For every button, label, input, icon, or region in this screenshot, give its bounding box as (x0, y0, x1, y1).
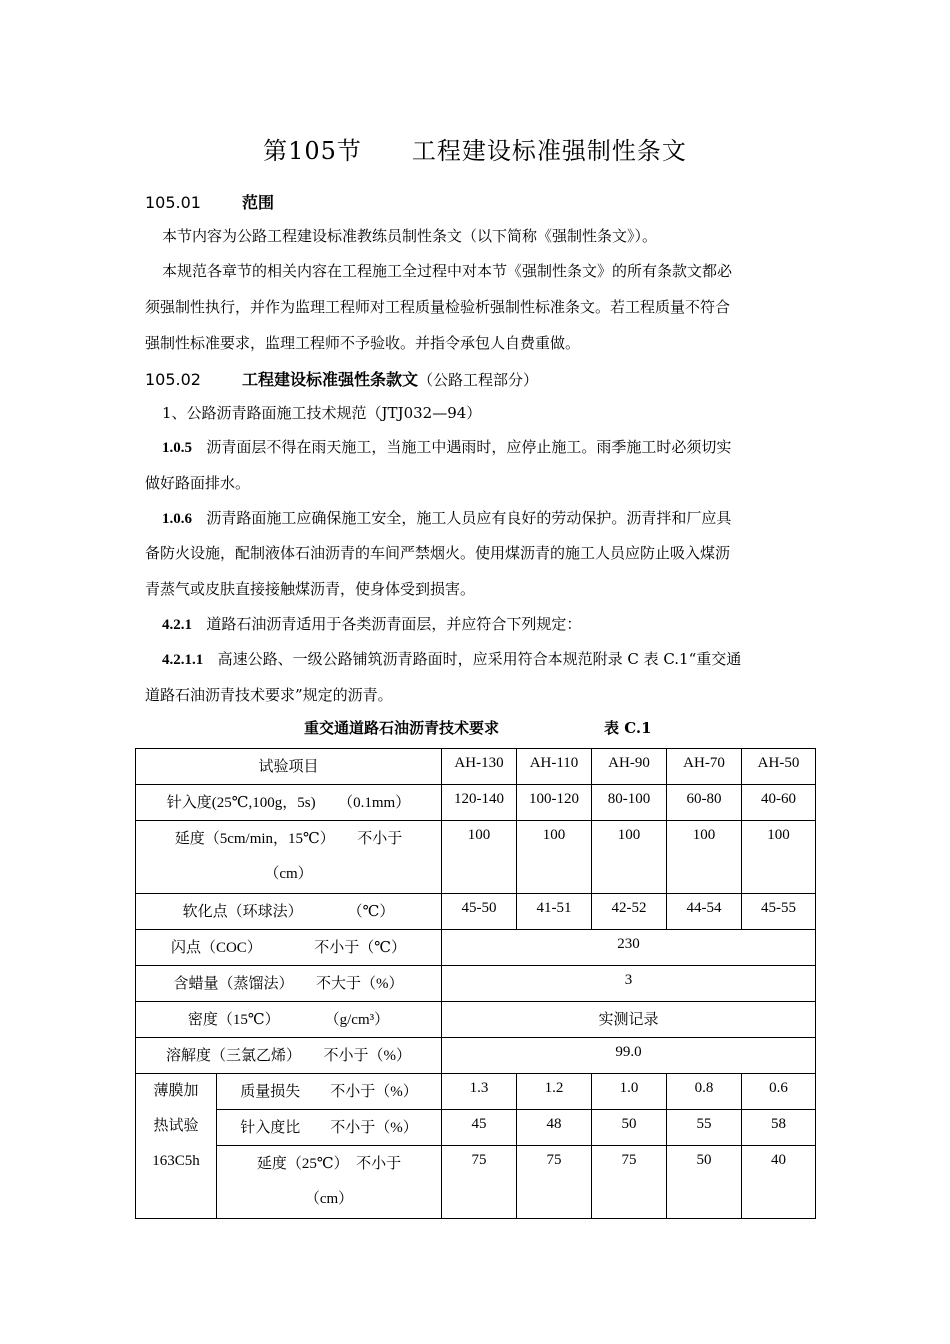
table-row (136, 930, 816, 966)
row-label: 闪点（COC） 不小于（℃） (136, 930, 442, 966)
table-header-row (136, 749, 816, 785)
table-row (136, 966, 816, 1002)
row-group-label-line: 热试验 (153, 1118, 199, 1134)
table-row (136, 1110, 816, 1146)
table-cell: 99.0 (442, 1038, 816, 1074)
section-heading-105-01 (145, 190, 274, 213)
row-label-line: （cm） (304, 1191, 354, 1207)
table-cell: 45 (442, 1110, 517, 1146)
section-number: 105.02 (145, 370, 201, 389)
table-cell: 75 (592, 1146, 667, 1219)
table-cell: 230 (442, 930, 816, 966)
row-label (217, 1146, 442, 1219)
row-label-line: 延度（25℃） 不小于 (256, 1156, 402, 1172)
asphalt-spec-table (135, 748, 816, 1219)
table-cell: 60-80 (667, 785, 742, 821)
row-label: 软化点（环球法） （℃） (136, 894, 442, 930)
table-cell: 55 (667, 1110, 742, 1146)
table-cell: 100 (667, 821, 742, 894)
table-cell: 实测记录 (442, 1002, 816, 1038)
table-cell: 41-51 (517, 894, 592, 930)
table-cell: 120-140 (442, 785, 517, 821)
row-label: 针入度(25℃,100g，5s) （0.1mm） (136, 785, 442, 821)
table-row (136, 785, 816, 821)
paragraph: 强制性标准要求，监理工程师不予验收。并指令承包人自费重做。 (145, 334, 581, 352)
table-cell: 45-55 (742, 894, 816, 930)
table-cell: 1.2 (517, 1074, 592, 1110)
section-number: 105.01 (145, 193, 201, 212)
table-cell: 100-120 (517, 785, 592, 821)
clause-text: 道路石油沥青适用于各类沥青面层，并应符合下列规定： (206, 615, 582, 633)
row-label: 溶解度（三氯乙烯） 不小于（%） (136, 1038, 442, 1074)
table-cell: 1.3 (442, 1074, 517, 1110)
clause-text: 高速公路、一级公路铺筑沥青路面时，应采用符合本规范附录 C 表 C.1“重交通 (217, 650, 742, 668)
table-cell: 75 (517, 1146, 592, 1219)
paragraph: 道路石油沥青技术要求”规定的沥青。 (145, 686, 393, 704)
table-cell: 58 (742, 1110, 816, 1146)
table-cell: 80-100 (592, 785, 667, 821)
clause-1-0-5 (162, 436, 731, 457)
table-row (136, 894, 816, 930)
row-label: 针入度比 不小于（%） (217, 1110, 442, 1146)
table-row (136, 1002, 816, 1038)
list-item: 1、公路沥青路面施工技术规范（JTJ032—94） (162, 404, 482, 422)
header-cell: AH-70 (667, 749, 742, 785)
table-cell: 0.6 (742, 1074, 816, 1110)
table-cell: 0.8 (667, 1074, 742, 1110)
table-cell: 40-60 (742, 785, 816, 821)
clause-number: 4.2.1.1 (162, 652, 204, 668)
table-cell: 100 (742, 821, 816, 894)
clause-number: 1.0.5 (162, 440, 192, 456)
row-group-label-line: 薄膜加 (153, 1083, 199, 1099)
section-heading-105-02 (145, 367, 538, 390)
row-label-line: 延度（5cm/min，15℃） 不小于 (174, 831, 403, 847)
table-cell: 1.0 (592, 1074, 667, 1110)
clause-4-2-1-1 (162, 648, 741, 669)
paragraph: 须强制性执行，并作为监理工程师对工程质量检验析强制性标准条文。若工程质量不符合 (145, 298, 731, 316)
clause-text: 沥青路面施工应确保施工安全，施工人员应有良好的劳动保护。沥青拌和厂应具 (206, 509, 732, 527)
table-cell: 3 (442, 966, 816, 1002)
table-cell: 44-54 (667, 894, 742, 930)
table-cell: 100 (517, 821, 592, 894)
header-cell: AH-110 (517, 749, 592, 785)
table-cell: 50 (592, 1110, 667, 1146)
table-cell: 40 (742, 1146, 816, 1219)
row-label-line: （cm） (264, 866, 313, 882)
table-row (136, 1038, 816, 1074)
table-cell: 48 (517, 1110, 592, 1146)
header-cell: 试验项目 (136, 749, 442, 785)
clause-text: 沥青面层不得在雨天施工，当施工中遇雨时，应停止施工。雨季施工时必须切实 (206, 438, 732, 456)
table-cell: 100 (442, 821, 517, 894)
paragraph: 青蒸气或皮肤直接接触煤沥青，使身体受到损害。 (145, 580, 476, 598)
table-cell: 50 (667, 1146, 742, 1219)
row-group-label (136, 1074, 217, 1219)
clause-1-0-6 (162, 507, 731, 528)
clause-number: 4.2.1 (162, 617, 192, 633)
paragraph: 本节内容为公路工程建设标准教练员制性条文（以下简称《强制性条文》）。 (162, 227, 658, 245)
clause-number: 1.0.6 (162, 511, 192, 527)
page-title: 第105节 工程建设标准强制性条文 (263, 137, 687, 165)
table-row (136, 1146, 816, 1219)
row-label: 质量损失 不小于（%） (217, 1074, 442, 1110)
section-subtitle: （公路工程部分） (418, 371, 539, 389)
table-cell: 42-52 (592, 894, 667, 930)
header-cell: AH-90 (592, 749, 667, 785)
table-row (136, 821, 816, 894)
row-label: 含蜡量（蒸馏法） 不大于（%） (136, 966, 442, 1002)
table-cell: 75 (442, 1146, 517, 1219)
row-label (136, 821, 442, 894)
section-title: 工程建设标准强性条款文 (242, 370, 419, 389)
table-cell: 45-50 (442, 894, 517, 930)
table-number: 表 C.1 (604, 719, 652, 737)
clause-4-2-1 (162, 613, 581, 634)
table-row (136, 1074, 816, 1110)
table-caption-title: 重交通道路石油沥青技术要求 (304, 719, 500, 737)
row-group-label-line: 163C5h (152, 1153, 200, 1169)
paragraph: 备防火设施，配制液体石油沥青的车间严禁烟火。使用煤沥青的施工人员应防止吸入煤沥 (145, 544, 731, 562)
table-cell: 100 (592, 821, 667, 894)
paragraph: 做好路面排水。 (145, 474, 251, 492)
paragraph: 本规范各章节的相关内容在工程施工全过程中对本节《强制性条文》的所有条款文都必 (162, 262, 733, 280)
row-label: 密度（15℃） （g/cm³） (136, 1002, 442, 1038)
header-cell: AH-130 (442, 749, 517, 785)
header-cell: AH-50 (742, 749, 816, 785)
section-title: 范围 (242, 193, 275, 212)
